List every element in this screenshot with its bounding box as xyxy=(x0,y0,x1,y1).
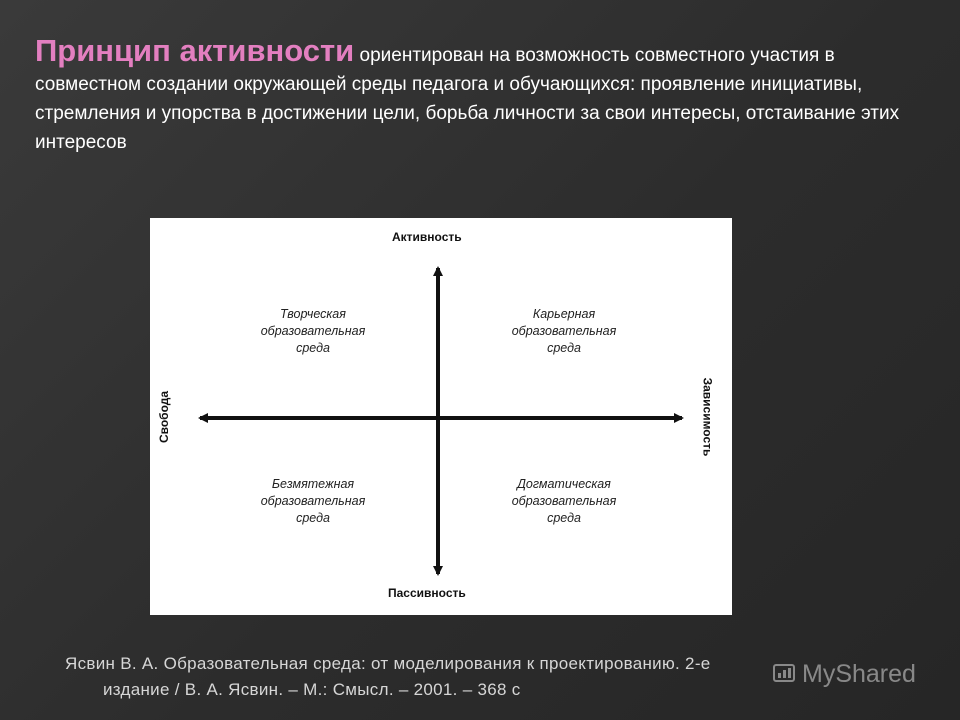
quadrant-line: образовательная xyxy=(511,494,617,508)
quadrant-line: среда xyxy=(296,511,330,525)
quadrant-top-left xyxy=(228,306,398,357)
slide-title-text: ориентирован на возможность совместного участия в совместном создании окружающей среды педагога и обучающихся: проявление инициативы, стремления и упорства в достижении цели, борьба личности за свои интересы, отстаивание этих интересов xyxy=(35,45,900,153)
citation-line-1: Ясвин В. А. Образовательная среда: от моделирования к проектированию. 2-е xyxy=(65,654,711,673)
quadrant-line: образовательная xyxy=(260,324,366,338)
quadrant-line: Карьерная xyxy=(532,307,596,321)
axis-label-right: Зависимость xyxy=(700,377,715,457)
citation-line-2: издание / В. А. Ясвин. – М.: Смысл. – 2001. – 368 с xyxy=(103,680,521,699)
myshared-logo-icon xyxy=(772,661,796,685)
axes-svg xyxy=(150,218,732,615)
quadrant-line: среда xyxy=(547,341,581,355)
axes-diagram xyxy=(150,218,732,615)
slide-title-accent: Принцип активности xyxy=(35,33,355,68)
quadrant-line: среда xyxy=(296,341,330,355)
quadrant-line: среда xyxy=(547,511,581,525)
axis-label-bottom: Пассивность xyxy=(388,586,466,600)
quadrant-line: Догматическая xyxy=(517,477,611,491)
quadrant-bottom-right xyxy=(479,476,649,527)
watermark xyxy=(772,660,916,689)
watermark-text: MyShared xyxy=(802,660,916,688)
axis-label-top: Активность xyxy=(392,230,462,244)
slide-heading xyxy=(35,33,935,157)
quadrant-line: Безмятежная xyxy=(271,477,355,491)
axis-label-left: Свобода xyxy=(157,390,172,444)
quadrant-line: Творческая xyxy=(280,307,346,321)
quadrant-top-right xyxy=(479,306,649,357)
quadrant-line: образовательная xyxy=(511,324,617,338)
quadrant-line: образовательная xyxy=(260,494,366,508)
quadrant-bottom-left xyxy=(228,476,398,527)
